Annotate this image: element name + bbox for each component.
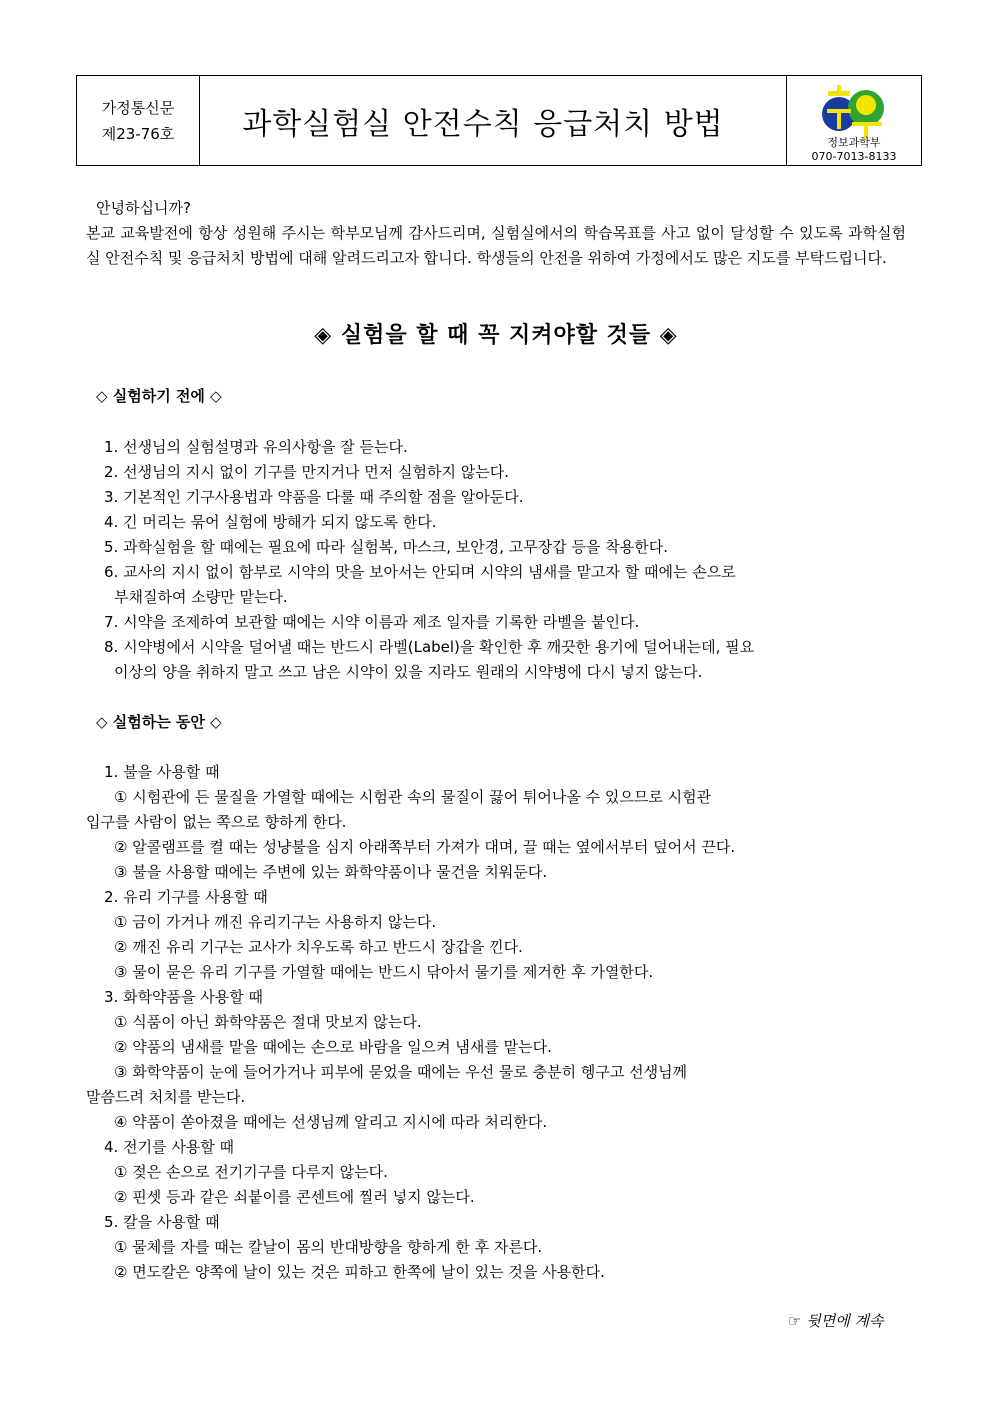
department-name: 정보과학부	[827, 136, 881, 149]
school-logo-icon	[819, 82, 889, 142]
rule-item: 6. 교사의 지시 없이 함부로 시약의 맛을 보아서는 안되며 시약의 냄새를 맡고자 할 때에는 손으로	[104, 563, 736, 581]
section-heading-during: ◇ 실험하는 동안 ◇	[96, 713, 222, 731]
sub-rule-item: ① 젖은 손으로 전기기구를 다루지 않는다.	[114, 1163, 388, 1181]
notice-info	[77, 76, 200, 165]
rule-item: 1. 선생님의 실험설명과 유의사항을 잘 듣는다.	[104, 438, 408, 456]
category-item: 1. 불을 사용할 때	[104, 763, 220, 781]
rule-item: 5. 과학실험을 할 때에는 필요에 따라 실험복, 마스크, 보안경, 고무장갑 등을 착용한다.	[104, 538, 669, 556]
sub-rule-item: ① 시험관에 든 물질을 가열할 때에는 시험관 속의 물질이 끓어 튀어나올 수 있으므로 시험관	[114, 788, 712, 806]
rule-item-continued: 부채질하여 소량만 맡는다.	[114, 588, 288, 606]
page-title: 과학실험실 안전수칙 응급처치 방법	[242, 106, 724, 142]
sub-rule-item: ④ 약품이 쏟아졌을 때에는 선생님께 알리고 지시에 따라 처리한다.	[114, 1113, 548, 1131]
category-item: 2. 유리 기구를 사용할 때	[104, 888, 268, 906]
rule-item: 4. 긴 머리는 묶어 실험에 방해가 되지 않도록 한다.	[104, 513, 437, 531]
sub-rule-item: ② 약품의 냄새를 맡을 때에는 손으로 바람을 일으켜 냄새를 맡는다.	[114, 1038, 552, 1056]
phone-number: 070-7013-8133	[811, 150, 897, 163]
sub-rule-item: ② 면도칼은 양쪽에 날이 있는 것은 피하고 한쪽에 날이 있는 것을 사용한다.	[114, 1263, 605, 1281]
header-box	[76, 75, 922, 166]
rule-item: 2. 선생님의 지시 없이 기구를 만지거나 먼저 실험하지 않는다.	[104, 463, 509, 481]
rule-item: 8. 시약병에서 시약을 덜어낼 때는 반드시 라벨(Label)을 확인한 후 깨끗한 용기에 덜어내는데, 필요	[104, 638, 755, 656]
main-heading: ◈ 실험을 할 때 꼭 지켜야할 것들 ◈	[314, 323, 678, 348]
intro-paragraph: 본교 교육발전에 항상 성원해 주시는 학부모님께 감사드리며, 실험실에서의 학습목표를 사고 없이 달성할 수 있도록 과학실험실 안전수칙 및 응급처치 방법에 대해 알려드리고자 합니다. 학생들의 안전을 위하여 가정에서도 많은 지도를 부탁드립니다.	[86, 224, 906, 267]
rule-item: 3. 기본적인 기구사용법과 약품을 다룰 때 주의할 점을 알아둔다.	[104, 488, 524, 506]
rule-item: 7. 시약을 조제하여 보관할 때에는 시약 이름과 제조 일자를 기록한 라벨을 붙인다.	[104, 613, 640, 631]
section-heading-before: ◇ 실험하기 전에 ◇	[96, 387, 222, 405]
sub-rule-item: ③ 화학약품이 눈에 들어가거나 피부에 묻었을 때에는 우선 물로 충분히 헹구고 선생님께	[114, 1063, 688, 1081]
continued-on-back-note: ☞ 뒷면에 계속	[788, 1312, 884, 1330]
sub-rule-item: ① 식품이 아닌 화학약품은 절대 맛보지 않는다.	[114, 1013, 422, 1031]
category-item: 4. 전기를 사용할 때	[104, 1138, 235, 1156]
notice-type: 가정통신문	[101, 98, 175, 117]
greeting: 안녕하십니까?	[96, 199, 191, 217]
category-item: 5. 칼을 사용할 때	[104, 1213, 220, 1231]
sub-rule-item: ② 핀셋 등과 같은 쇠붙이를 콘센트에 찔러 넣지 않는다.	[114, 1188, 475, 1206]
notice-number: 제23-76호	[101, 124, 175, 143]
rule-item-continued: 이상의 양을 취하지 말고 쓰고 남은 시약이 있을 지라도 원래의 시약병에 다시 넣지 않는다.	[114, 663, 703, 681]
sub-rule-item: ② 알콜램프를 켤 때는 성냥불을 심지 아래쪽부터 가져가 대며, 끌 때는 옆에서부터 덮어서 끈다.	[114, 838, 736, 856]
sub-rule-item-continued: 입구를 사람이 없는 쪽으로 향하게 한다.	[86, 813, 347, 831]
sub-rule-item: ① 금이 가거나 깨진 유리기구는 사용하지 않는다.	[114, 913, 437, 931]
school-logo-box	[786, 76, 921, 165]
category-item: 3. 화학약품을 사용할 때	[104, 988, 264, 1006]
sub-rule-item: ② 깨진 유리 기구는 교사가 치우도록 하고 반드시 장갑을 낀다.	[114, 938, 523, 956]
sub-rule-item: ③ 물이 묻은 유리 기구를 가열할 때에는 반드시 닦아서 물기를 제거한 후 가열한다.	[114, 963, 654, 981]
sub-rule-item: ③ 불을 사용할 때에는 주변에 있는 화학약품이나 물건을 치워둔다.	[114, 863, 548, 881]
sub-rule-item-continued: 말씀드려 처치를 받는다.	[86, 1088, 246, 1106]
sub-rule-item: ① 물체를 자를 때는 칼날이 몸의 반대방향을 향하게 한 후 자른다.	[114, 1238, 543, 1256]
